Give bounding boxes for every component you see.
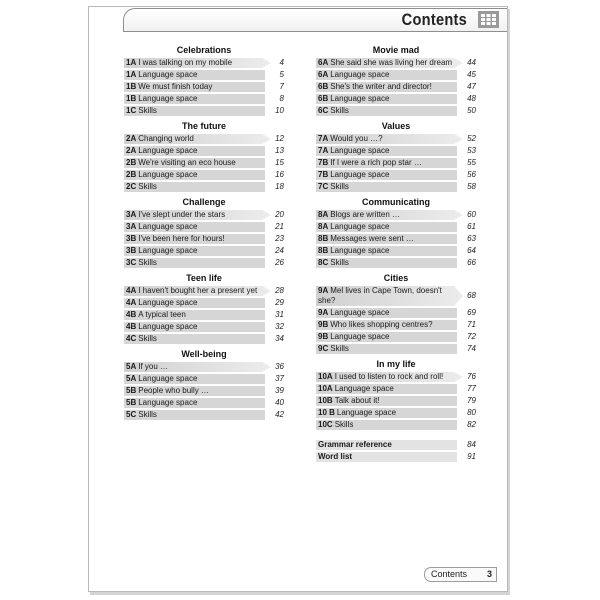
lesson-code: 3A xyxy=(126,210,137,219)
toc-entry[interactable] xyxy=(316,81,476,93)
lesson-code: 10C xyxy=(318,420,333,429)
lesson-title: Language space xyxy=(330,146,390,155)
entry-label xyxy=(126,133,264,145)
page-ref: 63 xyxy=(467,234,476,243)
lesson-title: We're visiting an eco house xyxy=(138,158,236,167)
entry-label xyxy=(126,285,264,297)
lesson-title: If I were a rich pop star … xyxy=(330,158,422,167)
toc-entry[interactable] xyxy=(124,221,284,233)
lesson-code: 5C xyxy=(126,410,137,419)
page-ref: 16 xyxy=(275,170,284,179)
page-ref: 36 xyxy=(275,362,284,371)
page-ref: 37 xyxy=(275,374,284,383)
appendix-entry[interactable] xyxy=(316,451,476,463)
lesson-code: 9A xyxy=(318,308,329,317)
lesson-code: 5B xyxy=(126,386,137,395)
lesson-code: 7B xyxy=(318,170,329,179)
lesson-title: I've been here for hours! xyxy=(138,234,225,243)
toc-entry[interactable] xyxy=(316,245,476,257)
page-ref: 53 xyxy=(467,146,476,155)
lesson-title: We must finish today xyxy=(138,82,213,91)
lesson-code: 2A xyxy=(126,134,137,143)
toc-entry[interactable] xyxy=(316,181,476,193)
page-ref: 7 xyxy=(279,82,284,91)
toc-entry[interactable] xyxy=(124,69,284,81)
lesson-code: 5B xyxy=(126,398,137,407)
lesson-title: Language space xyxy=(138,70,198,79)
lesson-title: Who likes shopping centres? xyxy=(330,320,433,329)
lesson-title: Language space xyxy=(138,398,198,407)
page-ref: 56 xyxy=(467,170,476,179)
lesson-title: Language space xyxy=(330,70,390,79)
lesson-code: 8B xyxy=(318,234,329,243)
lesson-title: Would you …? xyxy=(330,134,383,143)
lesson-title: Language space xyxy=(138,322,198,331)
entry-label xyxy=(126,209,264,221)
entry-label xyxy=(318,133,456,145)
lesson-code: 4A xyxy=(126,298,137,307)
toc-entry[interactable] xyxy=(124,321,284,333)
lesson-title: Language space xyxy=(330,222,390,231)
page-ref: 71 xyxy=(467,320,476,329)
lesson-code: 5A xyxy=(126,374,137,383)
entry-label xyxy=(126,309,264,321)
toc-entry[interactable] xyxy=(124,157,284,169)
entry-label xyxy=(126,409,264,421)
toc-entry[interactable] xyxy=(316,57,476,69)
lesson-title: I've slept under the stars xyxy=(138,210,226,219)
lesson-title: Language space xyxy=(330,332,390,341)
toc-entry[interactable] xyxy=(124,81,284,93)
entry-label xyxy=(126,169,264,181)
lesson-code: 4C xyxy=(126,334,137,343)
lesson-title: Changing world xyxy=(138,134,194,143)
page-ref: 13 xyxy=(275,146,284,155)
lesson-title: Language space xyxy=(138,146,198,155)
lesson-code: 8C xyxy=(318,258,329,267)
page-ref: 24 xyxy=(275,246,284,255)
lesson-code: 5A xyxy=(126,362,137,371)
page-ref: 58 xyxy=(467,182,476,191)
page-ref: 50 xyxy=(467,106,476,115)
lesson-code: 6B xyxy=(318,94,329,103)
entry-label xyxy=(318,395,456,407)
page-ref: 82 xyxy=(467,420,476,429)
toc-entry[interactable] xyxy=(124,285,284,297)
page-ref: 4 xyxy=(279,58,284,67)
lesson-title: Mel lives in Cape Town, doesn't she? xyxy=(318,286,442,305)
page-number: 3 xyxy=(486,569,492,579)
entry-label xyxy=(318,81,456,93)
lesson-title: Language space xyxy=(138,170,198,179)
page-title: Contents xyxy=(401,10,467,29)
lesson-code: 2B xyxy=(126,170,137,179)
lesson-code: 1A xyxy=(126,58,137,67)
lesson-code: 10B xyxy=(318,396,333,405)
page-ref: 18 xyxy=(275,182,284,191)
lesson-code: 2A xyxy=(126,146,137,155)
footer-label: Contents xyxy=(431,569,468,579)
toc-entry[interactable] xyxy=(316,343,476,355)
section-title: Cities xyxy=(383,273,409,283)
lesson-code: 3C xyxy=(126,258,137,267)
page-ref: 52 xyxy=(467,134,476,143)
page-ref: 66 xyxy=(467,258,476,267)
entry-label xyxy=(126,373,264,385)
lesson-title: Skills xyxy=(330,258,349,267)
lesson-code: 3A xyxy=(126,222,137,231)
toc-entry[interactable] xyxy=(124,145,284,157)
page-ref: 26 xyxy=(275,258,284,267)
page-ref: 77 xyxy=(467,384,476,393)
toc-entry[interactable] xyxy=(124,245,284,257)
lesson-title: Language space xyxy=(138,246,198,255)
lesson-title: Language space xyxy=(138,298,198,307)
entry-label xyxy=(318,371,456,383)
lesson-title: Blogs are written … xyxy=(330,210,401,219)
entry-label xyxy=(318,181,456,193)
entry-label xyxy=(318,105,456,117)
toc-entry[interactable] xyxy=(316,209,476,221)
lesson-title: Skills xyxy=(138,258,157,267)
toc-entry[interactable] xyxy=(316,257,476,269)
lesson-code: 8B xyxy=(318,246,329,255)
lesson-title: I was talking on my mobile xyxy=(138,58,233,67)
entry-label xyxy=(126,233,264,245)
entry-label xyxy=(126,57,264,69)
lesson-title: Language space xyxy=(330,94,390,103)
page-ref: 84 xyxy=(467,440,476,449)
entry-label xyxy=(318,319,456,331)
entry-label xyxy=(126,69,264,81)
entry-label xyxy=(126,105,264,117)
appendix-label: Grammar reference xyxy=(318,440,392,449)
right-column xyxy=(316,44,476,463)
lesson-title: Language space xyxy=(138,374,198,383)
toc-entry[interactable] xyxy=(124,93,284,105)
lesson-code: 4A xyxy=(126,286,137,295)
entry-label xyxy=(126,321,264,333)
page-footer xyxy=(424,567,497,582)
entry-label xyxy=(318,257,456,269)
entry-label xyxy=(318,343,456,355)
toc-entry[interactable] xyxy=(316,319,476,331)
entry-label xyxy=(318,169,456,181)
page-ref: 69 xyxy=(467,308,476,317)
grid-icon xyxy=(478,11,499,28)
lesson-code: 1B xyxy=(126,94,137,103)
entry-label xyxy=(318,331,456,343)
toc-entry[interactable] xyxy=(316,133,476,145)
toc-entry[interactable] xyxy=(124,333,284,345)
page-ref: 55 xyxy=(467,158,476,167)
section-title: Teen life xyxy=(186,273,222,283)
lesson-title: Skills xyxy=(138,106,157,115)
entry-label xyxy=(318,407,456,419)
lesson-code: 7C xyxy=(318,182,329,191)
page-ref: 10 xyxy=(275,106,284,115)
lesson-title: Talk about it! xyxy=(334,396,380,405)
toc-entry[interactable] xyxy=(316,407,476,419)
lesson-code: 9A xyxy=(318,286,329,295)
lesson-title: Skills xyxy=(330,182,349,191)
page-ref: 32 xyxy=(275,322,284,331)
page-ref: 42 xyxy=(275,410,284,419)
toc-entry[interactable] xyxy=(124,169,284,181)
left-column xyxy=(124,44,284,421)
lesson-title: She said she was living her dream xyxy=(330,58,453,67)
lesson-title: Language space xyxy=(330,246,390,255)
lesson-code: 6A xyxy=(318,58,329,67)
entry-label xyxy=(126,81,264,93)
page-ref: 64 xyxy=(467,246,476,255)
contents-header xyxy=(123,8,507,32)
page-ref: 61 xyxy=(467,222,476,231)
appendix-list xyxy=(316,439,476,463)
entry-label xyxy=(318,383,456,395)
section-title: Well-being xyxy=(181,349,227,359)
lesson-code: 6C xyxy=(318,106,329,115)
toc-entry[interactable] xyxy=(316,169,476,181)
entry-label xyxy=(126,181,264,193)
toc-entry[interactable] xyxy=(316,395,476,407)
toc-entry[interactable] xyxy=(124,297,284,309)
page-ref: 40 xyxy=(275,398,284,407)
page-ref: 44 xyxy=(467,58,476,67)
lesson-code: 7A xyxy=(318,134,329,143)
toc-entry[interactable] xyxy=(316,233,476,245)
lesson-title: Skills xyxy=(330,344,349,353)
toc-entry[interactable] xyxy=(316,157,476,169)
toc-entry[interactable] xyxy=(316,221,476,233)
lesson-title: Skills xyxy=(138,334,157,343)
page-ref: 28 xyxy=(275,286,284,295)
lesson-code: 10A xyxy=(318,372,333,381)
lesson-code: 1B xyxy=(126,82,137,91)
section-title: Communicating xyxy=(361,197,430,207)
lesson-code: 6A xyxy=(318,70,329,79)
lesson-code: 3B xyxy=(126,234,137,243)
appendix-entry[interactable] xyxy=(316,439,476,451)
lesson-code: 10 B xyxy=(318,408,335,417)
page-ref: 91 xyxy=(467,452,476,461)
lesson-code: 7A xyxy=(318,146,329,155)
toc-entry[interactable] xyxy=(124,409,284,421)
toc-entry[interactable] xyxy=(124,105,284,117)
lesson-title: She's the writer and director! xyxy=(330,82,432,91)
page-ref: 72 xyxy=(467,332,476,341)
toc-entry[interactable] xyxy=(124,233,284,245)
entry-label xyxy=(126,297,264,309)
toc-entry[interactable] xyxy=(124,397,284,409)
appendix-label: Word list xyxy=(318,452,353,461)
page-ref: 29 xyxy=(275,298,284,307)
lesson-code: 1A xyxy=(126,70,137,79)
toc-entry[interactable] xyxy=(124,309,284,321)
lesson-code: 9C xyxy=(318,344,329,353)
toc-entry[interactable] xyxy=(124,257,284,269)
toc-entry[interactable] xyxy=(316,105,476,117)
entry-label xyxy=(318,157,456,169)
page-ref: 34 xyxy=(275,334,284,343)
section-title: Values xyxy=(381,121,411,131)
lesson-title: Skills xyxy=(334,420,354,429)
toc-entry[interactable] xyxy=(124,209,284,221)
toc-entry[interactable] xyxy=(124,57,284,69)
lesson-title: If you … xyxy=(138,362,169,371)
entry-label xyxy=(318,57,456,69)
page-ref: 80 xyxy=(467,408,476,417)
page-ref: 12 xyxy=(275,134,284,143)
lesson-code: 2C xyxy=(126,182,137,191)
toc-entry[interactable] xyxy=(124,373,284,385)
toc-entry[interactable] xyxy=(124,133,284,145)
entry-label xyxy=(318,307,456,319)
entry-label xyxy=(318,93,456,105)
page-ref: 79 xyxy=(467,396,476,405)
lesson-code: 9B xyxy=(318,320,329,329)
entry-label xyxy=(318,233,456,245)
toc-entry[interactable] xyxy=(124,181,284,193)
toc-entry[interactable] xyxy=(316,285,476,307)
entry-label xyxy=(126,333,264,345)
lesson-title: I haven't bought her a present yet xyxy=(138,286,258,295)
lesson-code: 6B xyxy=(318,82,329,91)
lesson-code: 10A xyxy=(318,384,333,393)
page-ref: 31 xyxy=(275,310,284,319)
toc-entry[interactable] xyxy=(316,331,476,343)
lesson-title: Language space xyxy=(138,222,198,231)
page-ref: 60 xyxy=(467,210,476,219)
entry-label xyxy=(318,69,456,81)
entry-label xyxy=(126,385,264,397)
entry-label xyxy=(318,245,456,257)
toc-entry[interactable] xyxy=(316,383,476,395)
lesson-title: Language space xyxy=(336,408,397,417)
lesson-title: Skills xyxy=(138,410,157,419)
lesson-title: Language space xyxy=(330,308,390,317)
lesson-title: Skills xyxy=(138,182,157,191)
lesson-title: People who bully … xyxy=(138,386,209,395)
page-ref: 20 xyxy=(275,210,284,219)
section-title: Celebrations xyxy=(176,45,232,55)
lesson-code: 2B xyxy=(126,158,137,167)
toc-entry[interactable] xyxy=(316,419,476,431)
entry-label xyxy=(318,145,456,157)
lesson-title: Language space xyxy=(138,94,198,103)
lesson-title: Messages were sent … xyxy=(330,234,414,243)
toc-entry[interactable] xyxy=(316,307,476,319)
entry-label xyxy=(126,157,264,169)
lesson-code: 1C xyxy=(126,106,137,115)
entry-label xyxy=(318,419,456,431)
page-ref: 39 xyxy=(275,386,284,395)
page-ref: 47 xyxy=(467,82,476,91)
entry-label xyxy=(126,245,264,257)
lesson-code: 8A xyxy=(318,210,329,219)
entry-label xyxy=(126,93,264,105)
toc-entry[interactable] xyxy=(124,361,284,373)
page-ref: 74 xyxy=(467,344,476,353)
entry-label xyxy=(126,221,264,233)
page-ref: 48 xyxy=(467,94,476,103)
section-title: In my life xyxy=(376,359,416,369)
entry-label xyxy=(318,221,456,233)
toc-entry[interactable] xyxy=(316,93,476,105)
entry-label xyxy=(126,397,264,409)
entry-label xyxy=(318,286,456,308)
section-title: The future xyxy=(182,121,226,131)
toc-entry[interactable] xyxy=(124,385,284,397)
lesson-code: 3B xyxy=(126,246,137,255)
section-title: Challenge xyxy=(182,197,226,207)
page-ref: 5 xyxy=(279,70,284,79)
lesson-code: 4B xyxy=(126,322,137,331)
section-title: Movie mad xyxy=(372,45,420,55)
page-ref: 76 xyxy=(467,372,476,381)
toc-entry[interactable] xyxy=(316,69,476,81)
lesson-code: 8A xyxy=(318,222,329,231)
lesson-title: I used to listen to rock and roll! xyxy=(334,372,444,381)
lesson-title: Language space xyxy=(330,170,390,179)
toc-entry[interactable] xyxy=(316,145,476,157)
entry-label xyxy=(126,145,264,157)
entry-label xyxy=(126,257,264,269)
page-ref: 21 xyxy=(275,222,284,231)
page-ref: 45 xyxy=(467,70,476,79)
lesson-title: A typical teen xyxy=(138,310,186,319)
lesson-title: Language space xyxy=(334,384,394,393)
lesson-code: 7B xyxy=(318,158,329,167)
page-ref: 23 xyxy=(275,234,284,243)
entry-label xyxy=(318,209,456,221)
lesson-code: 4B xyxy=(126,310,137,319)
toc-entry[interactable] xyxy=(316,371,476,383)
page-ref: 68 xyxy=(467,291,476,300)
lesson-code: 9B xyxy=(318,332,329,341)
entry-label xyxy=(126,361,264,373)
page-ref: 15 xyxy=(275,158,284,167)
page-ref: 8 xyxy=(279,94,284,103)
lesson-title: Skills xyxy=(330,106,349,115)
